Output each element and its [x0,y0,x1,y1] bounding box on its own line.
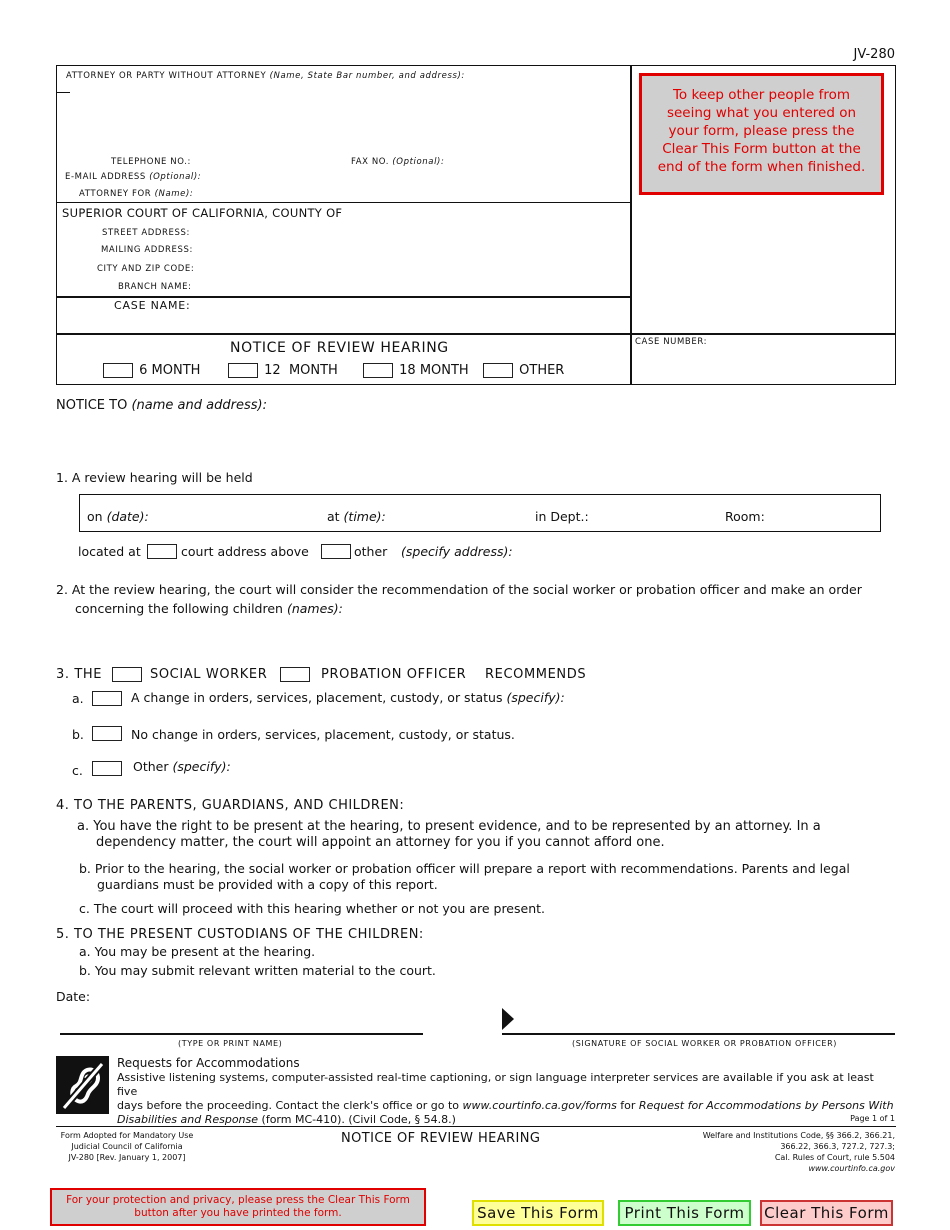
hearing-assist-icon [56,1056,109,1114]
item4a-line1: a. You have the right to be present at the hearing, to present evidence, and to be represented by an attorney. In a [77,819,821,834]
item5-title: 5. TO THE PRESENT CUSTODIANS OF THE CHILDREN: [56,927,424,942]
item4b-line2: guardians must be provided with a copy of this report. [97,877,438,892]
item3c-text: Other (specify): [133,759,231,774]
checkbox-6-month[interactable] [103,363,133,378]
form-adopted: Form Adopted for Mandatory Use Judicial Council of California JV-280 [Rev. January 1, 2007] [60,1131,194,1162]
checkbox-other-rec[interactable] [92,761,122,776]
attorney-label: ATTORNEY OR PARTY WITHOUT ATTORNEY (Name, State Bar number, and address): [66,71,465,81]
notice-to-label: NOTICE TO (name and address): [56,398,267,413]
time-field-label: at (time): [327,509,386,524]
accommodations-title: Requests for Accommodations [117,1056,300,1070]
option-6-month: 6 MONTH [139,363,201,378]
city-label: CITY AND ZIP CODE: [97,264,195,274]
item3a-text: A change in orders, services, placement, custody, or status (specify): [131,690,565,705]
mailing-label: MAILING ADDRESS: [101,245,193,255]
item5a: a. You may be present at the hearing. [79,944,316,959]
checkbox-no-change[interactable] [92,726,122,741]
signature-arrow-icon [502,1008,514,1030]
checkbox-probation-officer[interactable] [280,667,310,682]
item1-text: 1. A review hearing will be held [56,470,253,485]
checkbox-social-worker[interactable] [112,667,142,682]
probation-officer-label: PROBATION OFFICER [321,667,467,682]
item4-title: 4. TO THE PARENTS, GUARDIANS, AND CHILDREN: [56,798,405,813]
item3a-label: a. [72,691,84,706]
item3b-text: No change in orders, services, placement, custody, or status. [131,727,515,742]
attorney-for-label: ATTORNEY FOR (Name): [79,189,194,199]
item4a-line2: dependency matter, the court will appoint an attorney for you if you cannot afford one. [96,835,665,850]
clear-form-button[interactable]: Clear This Form [760,1200,893,1226]
court-address-label: court address above [181,544,309,559]
form-title: NOTICE OF REVIEW HEARING [230,340,449,356]
privacy-notice-box: To keep other people from seeing what you entered on your form, please press the Clear This Form button at the end of the form when finished. [639,73,884,195]
street-label: STREET ADDRESS: [102,228,190,238]
courtinfo-forms-link[interactable]: www.courtinfo.ca.gov/forms [462,1099,617,1112]
dept-field-label: in Dept.: [535,509,589,524]
case-name-label: CASE NAME: [114,299,191,312]
date-field-label: on (date): [87,509,149,524]
specify-address-hint: (specify address): [401,544,513,559]
item4c: c. The court will proceed with this hearing whether or not you are present. [79,901,545,916]
name-caption: (TYPE OR PRINT NAME) [178,1039,283,1048]
recommends-label: RECOMMENDS [485,667,587,682]
option-other: OTHER [519,363,565,378]
email-label: E-MAIL ADDRESS (Optional): [65,172,202,182]
save-form-button[interactable]: Save This Form [472,1200,604,1226]
signature-caption: (SIGNATURE OF SOCIAL WORKER OR PROBATION OFFICER) [572,1039,837,1048]
item5b: b. You may submit relevant written material to the court. [79,963,436,978]
item3-the: 3. THE [56,667,103,682]
checkbox-12-month[interactable] [228,363,258,378]
checkbox-court-address[interactable] [147,544,177,559]
item2-line1: 2. At the review hearing, the court will consider the recommendation of the social worker or probation officer and make an order [56,582,862,597]
case-number-label: CASE NUMBER: [635,337,708,347]
checkbox-change[interactable] [92,691,122,706]
room-field-label: Room: [725,509,765,524]
item2-line2: concerning the following children (names): [75,601,343,616]
privacy-reminder: For your protection and privacy, please press the Clear This Form button after you have printed the form. [50,1188,426,1226]
accommodations-text: Assistive listening systems, computer-assisted real-time captioning, or sign language interpreter services are available if you ask at least five days before the proceeding. Contact the clerk's office or go to www.courtinfo.ca.gov/forms for Request for Accommodations by Persons With Disabilities and Response (form MC-410). (Civil Code, § 54.8.) [117,1071,894,1126]
item4b-line1: b. Prior to the hearing, the social worker or probation officer will prepare a report with recommendations. Parents and legal [79,861,850,876]
social-worker-label: SOCIAL WORKER [150,667,268,682]
option-12-month: 12 MONTH [264,363,338,378]
form-number: JV-280 [853,47,895,62]
print-form-button[interactable]: Print This Form [618,1200,751,1226]
footer-codes: Welfare and Institutions Code, §§ 366.2, 366.21, 366.22, 366.3, 727.2, 727.3; Cal. Rules of Court, rule 5.504 www.courtinfo.ca.gov [702,1131,895,1173]
located-at-label: located at [78,544,141,559]
other-address-label: other [354,544,388,559]
telephone-label: TELEPHONE NO.: [111,157,191,167]
checkbox-18-month[interactable] [363,363,393,378]
checkbox-other-address[interactable] [321,544,351,559]
fax-label: FAX NO. (Optional): [351,157,445,167]
signature-line [502,1033,895,1035]
item3b-label: b. [72,727,84,742]
page-indicator: Page 1 of 1 [850,1114,895,1123]
checkbox-other[interactable] [483,363,513,378]
item3c-label: c. [72,763,83,778]
name-line [60,1033,423,1035]
hearing-options [103,363,200,378]
date-label: Date: [56,989,91,1004]
branch-label: BRANCH NAME: [118,282,192,292]
court-title: SUPERIOR COURT OF CALIFORNIA, COUNTY OF [62,206,343,220]
footer-title: NOTICE OF REVIEW HEARING [341,1131,541,1146]
option-18-month: 18 MONTH [399,363,469,378]
